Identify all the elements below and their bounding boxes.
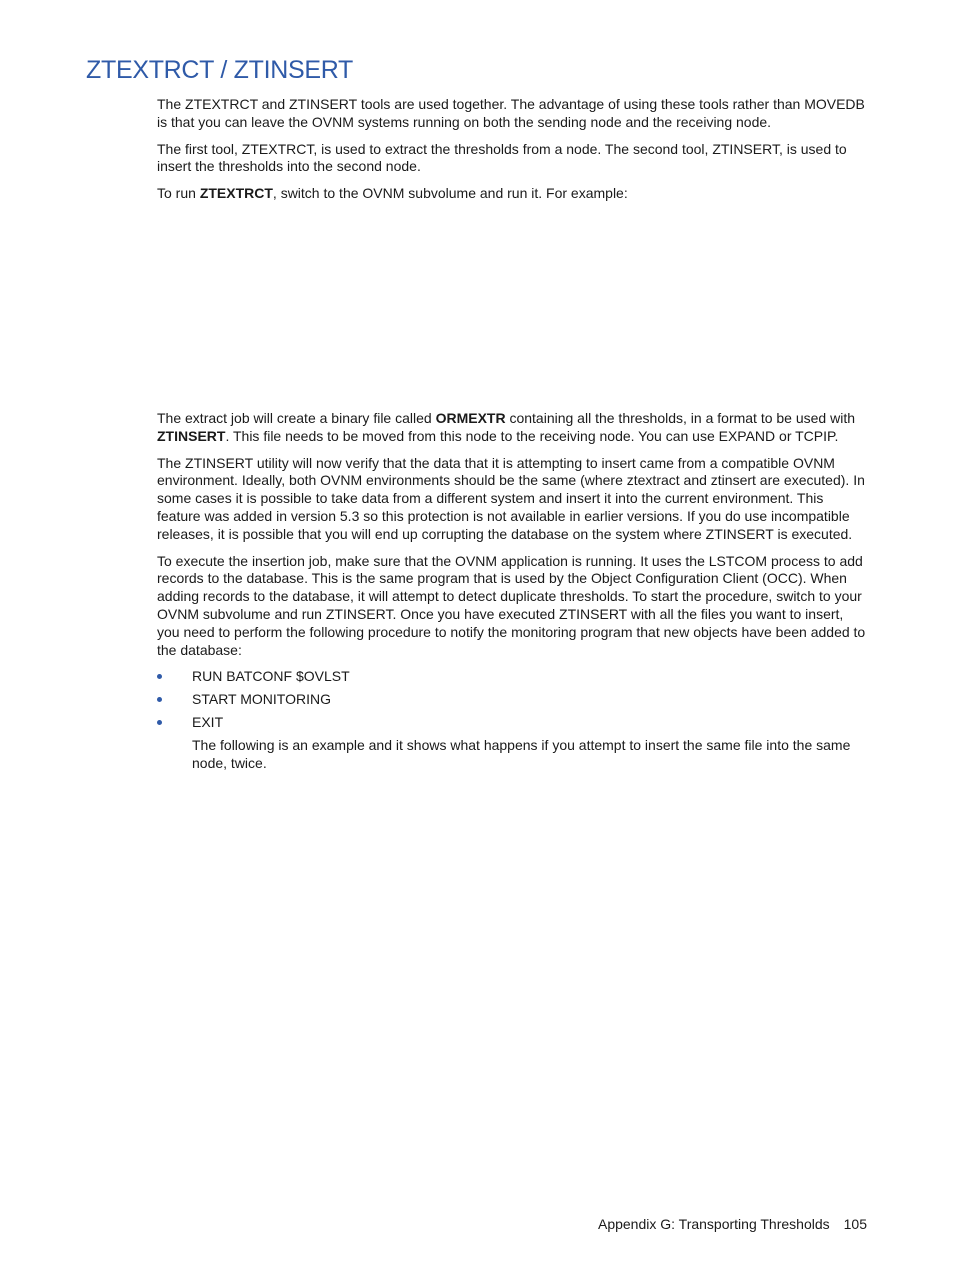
intro-p3-after: , switch to the OVNM subvolume and run it. For example: — [272, 185, 628, 202]
list-item-label: EXIT — [192, 713, 224, 730]
intro-paragraph-1: The ZTEXTRCT and ZTINSERT tools are used together. The advantage of using these tools rather than MOVEDB is that you can leave the OVNM systems running on both the sending node and the receiving node. — [157, 96, 865, 130]
list-item-label: RUN BATCONF $OVLST — [192, 668, 350, 685]
ormextr-keyword: ORMEXTR — [435, 409, 506, 426]
intro-paragraph-2: The first tool, ZTEXTRCT, is used to extract the thresholds from a node. The second tool, ZTINSERT, is used to insert the thresholds into the second node. — [157, 140, 847, 175]
example-note: The following is an example and it shows what happens if you attempt to insert the same file into the same node, twice. — [192, 736, 851, 771]
procedure-list — [157, 668, 869, 731]
ztextrct-keyword: ZTEXTRCT — [199, 185, 273, 202]
footer-section-title: Appendix G: Transporting Thresholds — [597, 1216, 830, 1232]
extract-after: . This file needs to be moved from this node to the receiving node. You can use EXPAND or TCPIP. — [225, 427, 839, 444]
example-blank-area — [157, 212, 869, 410]
page-footer — [598, 1216, 867, 1232]
intro-paragraph-3 — [157, 185, 869, 203]
ztinsert-keyword: ZTINSERT — [157, 427, 226, 444]
bullet-icon — [157, 674, 162, 679]
list-item — [157, 668, 869, 686]
extract-paragraph — [157, 410, 869, 446]
page-title: ZTEXTRCT / ZTINSERT — [86, 56, 353, 84]
execute-paragraph: To execute the insertion job, make sure that the OVNM application is running. It uses the LSTCOM process to add records to the database. This is the same program that is used by the Object Configuration Client (OCC). When adding records to the database, it will attempt to detect duplicate thresholds. To start the procedure, switch to your OVNM subvolume and run ZTINSERT. Once you have executed ZTINSERT with all the files you want to insert, you need to perform the following procedure to notify the monitoring program that new objects have been added to the database: — [157, 552, 866, 658]
intro-p3-before: To run — [157, 185, 200, 202]
list-item — [157, 691, 869, 709]
page-number: 105 — [843, 1216, 867, 1232]
list-item — [157, 714, 869, 732]
bullet-icon — [157, 697, 162, 702]
list-item-label: START MONITORING — [192, 691, 331, 708]
body-content — [157, 96, 869, 772]
extract-middle: containing all the thresholds, in a format to be used with — [505, 409, 856, 426]
verify-paragraph: The ZTINSERT utility will now verify that the data that it is attempting to insert came from a compatible OVNM environment. Ideally, both OVNM environments should be the same (where ztextract and ztinsert are executed). In some cases it is possible to take data from a different system and insert it into the current environment. This feature was added in version 5.3 so this protection is not available in earlier versions. If you do use incompatible releases, it is possible that you will end up corrupting the database on the system where ZTINSERT is executed. — [157, 454, 865, 542]
extract-before: The extract job will create a binary file called — [157, 409, 436, 426]
bullet-icon — [157, 720, 162, 725]
